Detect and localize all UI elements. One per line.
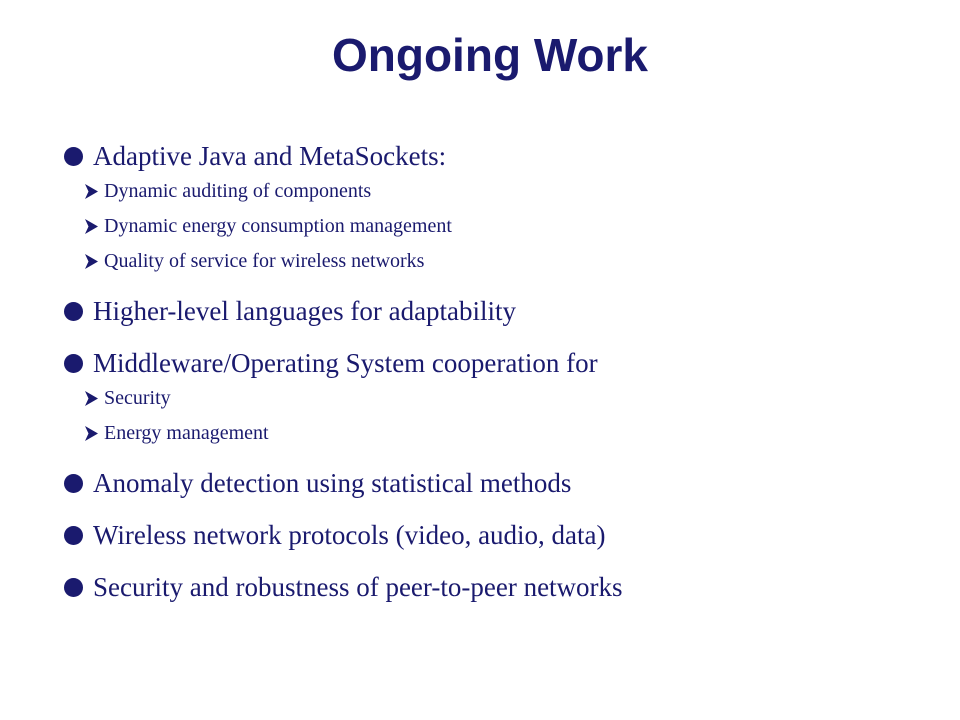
arrowhead-bullet-icon	[84, 253, 99, 270]
sub-bullet-text: Dynamic energy consumption management	[104, 215, 452, 237]
sub-bullet-item	[64, 213, 944, 240]
sub-bullet-item	[64, 248, 944, 275]
bullet-dot-icon	[64, 354, 83, 373]
bullet-item	[64, 140, 944, 172]
bullet-dot-icon	[64, 578, 83, 597]
bullet-item	[64, 295, 944, 327]
sub-bullet-text: Security	[104, 387, 171, 409]
arrowhead-bullet-icon	[84, 183, 99, 200]
bullet-text: Middleware/Operating System cooperation for	[93, 348, 598, 378]
sub-bullet-text: Quality of service for wireless networks	[104, 250, 425, 272]
bullet-text: Higher-level languages for adaptability	[93, 296, 517, 326]
bullet-text: Security and robustness of peer-to-peer networks	[93, 572, 623, 602]
bullet-text: Adaptive Java and MetaSockets:	[93, 141, 447, 171]
bullet-item	[64, 519, 944, 551]
arrowhead-bullet-icon	[84, 425, 99, 442]
bullet-item	[64, 347, 944, 379]
sub-bullet-text: Energy management	[104, 422, 269, 444]
bullet-dot-icon	[64, 474, 83, 493]
arrowhead-bullet-icon	[84, 390, 99, 407]
bullet-list	[64, 140, 944, 603]
sub-bullet-item	[64, 178, 944, 205]
bullet-text: Wireless network protocols (video, audio, data)	[93, 520, 606, 550]
sub-bullet-text: Dynamic auditing of components	[104, 180, 372, 202]
bullet-item	[64, 571, 944, 603]
bullet-item	[64, 467, 944, 499]
bullet-dot-icon	[64, 526, 83, 545]
sub-bullet-item	[64, 385, 944, 412]
sub-bullet-list	[64, 178, 944, 275]
slide-title: Ongoing Work	[331, 29, 648, 81]
bullet-text: Anomaly detection using statistical methods	[93, 468, 572, 498]
bullet-dot-icon	[64, 147, 83, 166]
sub-bullet-list	[64, 385, 944, 447]
sub-bullet-item	[64, 420, 944, 447]
bullet-dot-icon	[64, 302, 83, 321]
arrowhead-bullet-icon	[84, 218, 99, 235]
